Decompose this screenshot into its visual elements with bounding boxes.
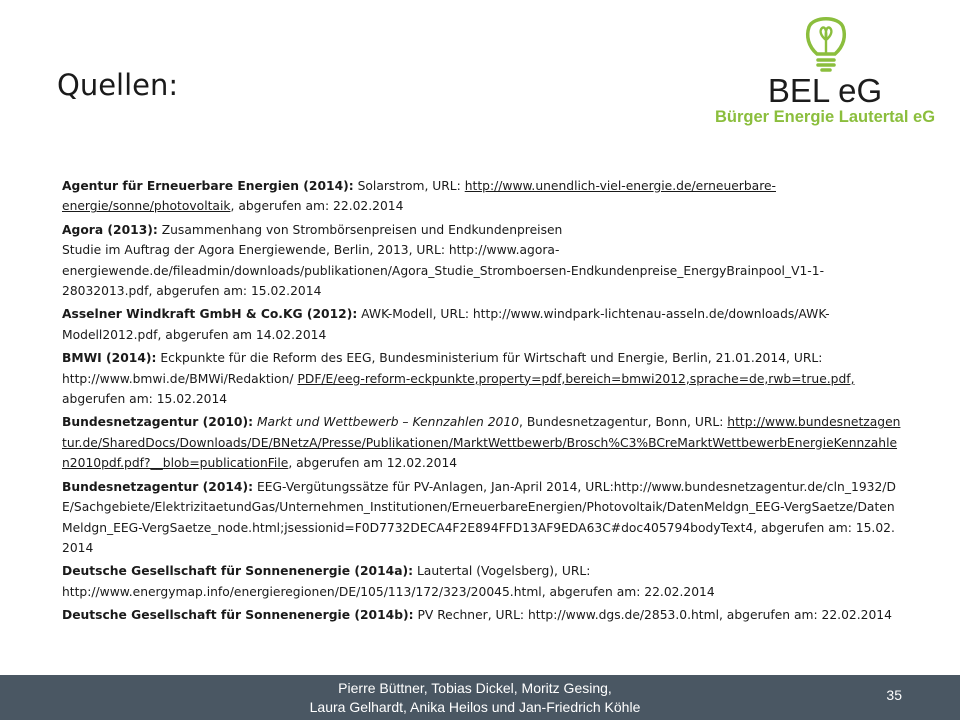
reference-date: , abgerufen am 12.02.2014 [288,456,458,471]
reference-item [62,304,902,345]
reference-link[interactable]: http://www.unendlich-viel-energie.de/erneuerbare-energie/sonne/photovoltaik [62,179,776,214]
page-title: Quellen: [57,68,179,102]
reference-title: Markt und Wettbewerb – Kennzahlen 2010 [253,415,520,430]
reference-item [62,220,902,302]
reference-author: BMWI (2014): [62,351,157,366]
reference-text: AWK-Modell, URL: http://www.windpark-lichtenau-asseln.de/downloads/AWK-Modell2012.pdf, abgerufen am 14.02.2014 [62,307,830,342]
reference-item [62,605,902,625]
reference-author: Deutsche Gesellschaft für Sonnenenergie (2014b): [62,608,414,623]
reference-item [62,412,902,473]
logo-name: BEL eG [767,72,883,109]
reference-text: Studie im Auftrag der Agora Energiewende, Berlin, 2013, URL: http://www.agora-energiewende.de/fileadmin/downloads/publikationen/Agora_Studie_Stromboersen-Endkundenpreise_EnergyBrainpool_V1-1-28032013.pdf, abgerufen am: 15.02.2014 [62,243,825,299]
reference-link[interactable]: http://www.bundesnetzagentur.de/SharedDocs/Downloads/DE/BNetzA/Presse/Publikationen/MarktWettbewerb/Brosch%C3%BCreMarktWettbewerbEnergieKennzahlen2010pdf.pdf?__blob=publicationFile [62,415,901,471]
light-bulb-icon [804,10,848,74]
reference-author: Asselner Windkraft GmbH & Co.KG (2012): [62,307,358,322]
logo-subtitle: Bürger Energie Lautertal eG [714,108,936,126]
reference-list [62,176,902,629]
reference-author: Agora (2013): [62,222,158,237]
reference-author: Agentur für Erneuerbare Energien (2014): [62,179,354,193]
reference-text: Solarstrom, URL: [353,179,465,193]
reference-text: , Bundesnetzagentur, Bonn, URL: [519,415,728,430]
footer-bar [0,675,960,720]
reference-text: Lautertal (Vogelsberg), URL: http://www.energymap.info/energieregionen/DE/105/113/172/323/20045.html, abgerufen am: 22.02.2014 [62,564,715,599]
reference-author: Bundesnetzagentur (2010): [62,415,254,430]
footer-authors [230,679,720,717]
reference-date: , abgerufen am: 22.02.2014 [230,199,404,214]
reference-item [62,477,902,559]
authors-line: Laura Gelhardt, Anika Heilos und Jan-Friedrich Köhle [309,699,641,715]
reference-item [62,176,902,217]
reference-text: EEG-Vergütungssätze für PV-Anlagen, Jan-April 2014, URL:http://www.bundesnetzagentur.de/cln_1932/DE/Sachgebiete/ElektrizitaetundGas/Unternehmen_Institutionen/ErneuerbareEnergien/Photovoltaik/DatenMeldgn_EEG-VergSaetze/DatenMeldgn_EEG-VergSaetze_node.html;jsessionid=F0D7732DECA4F2E894FFD13AF9EDA63C#doc405794bodyText4, abgerufen am: 15.02.2014 [62,479,896,555]
bel-logo [700,10,950,135]
reference-author: Bundesnetzagentur (2014): [62,479,254,494]
reference-item [62,561,902,602]
authors-line: Pierre Büttner, Tobias Dickel, Moritz Gesing, [338,680,612,696]
reference-text: PV Rechner, URL: http://www.dgs.de/2853.0.html, abgerufen am: 22.02.2014 [413,608,892,623]
page-number: 35 [886,687,902,703]
reference-author: Deutsche Gesellschaft für Sonnenenergie (2014a): [62,564,414,579]
reference-link[interactable]: PDF/E/eeg-reform-eckpunkte,property=pdf,bereich=bmwi2012,sprache=de,rwb=true.pdf, [297,371,855,386]
reference-text: Eckpunkte für die Reform des EEG, Bundesministerium für Wirtschaft und Energie, Berlin, 21.01.2014, URL: http://www.bmwi.de/BMWi/Redaktion/ [62,351,823,386]
reference-text: Zusammenhang von Strombörsenpreisen und Endkundenpreisen [157,222,563,237]
reference-item [62,348,902,409]
reference-date: abgerufen am: 15.02.2014 [62,392,228,407]
